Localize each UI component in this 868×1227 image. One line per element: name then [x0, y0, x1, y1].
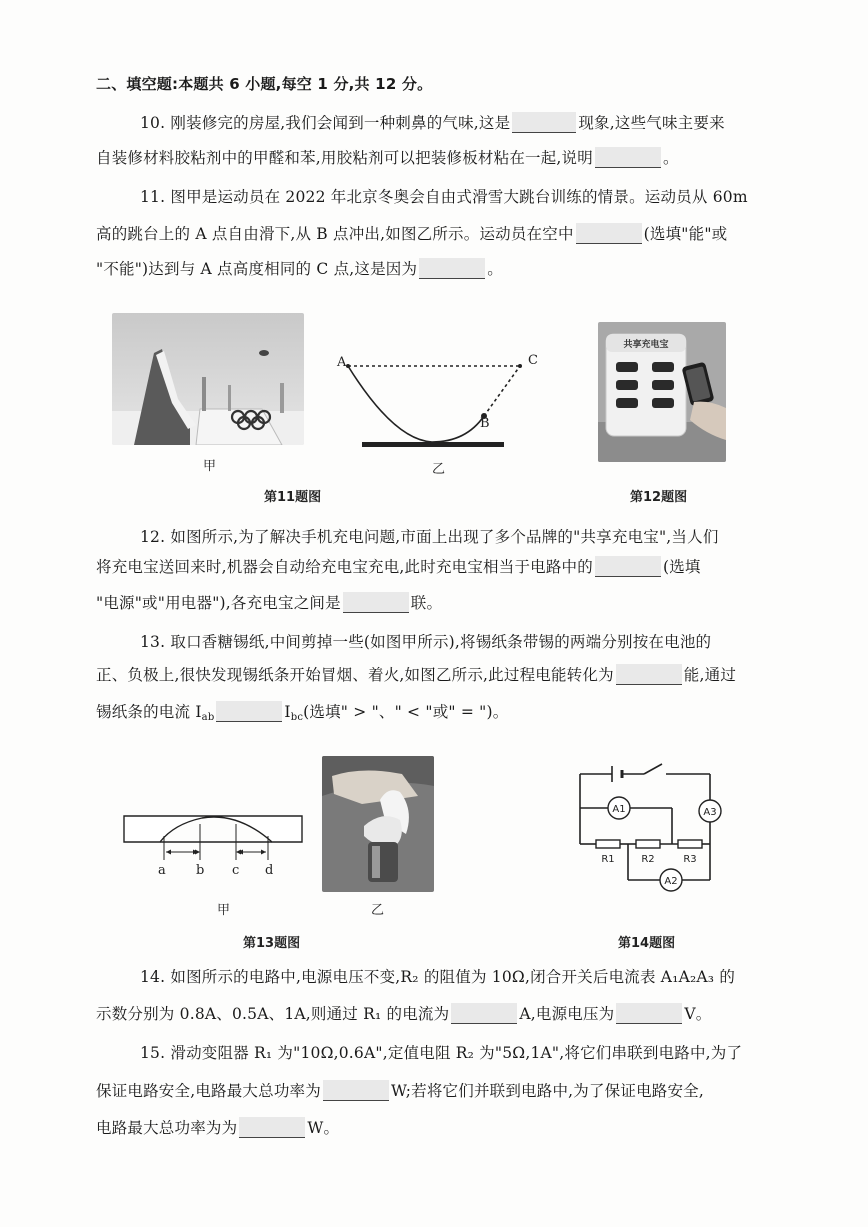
label-c: c: [232, 863, 240, 878]
label-d: d: [265, 863, 274, 878]
q13-line1: 13. 取口香糖锡纸,中间剪掉一些(如图甲所示),将锡纸条带锡的两端分别按在电池的: [140, 633, 712, 651]
resistor-r2: [636, 840, 660, 848]
q15-line1: 15. 滑动变阻器 R₁ 为"10Ω,0.6A",定值电阻 R₂ 为"5Ω,1A",将它们串联到电路中,为了: [140, 1044, 743, 1062]
q14-text: 示数分别为 0.8A、0.5A、1A,则通过 R₁ 的电流为: [96, 1005, 450, 1023]
ammeter-a3-label: A3: [703, 807, 717, 818]
q10-text: 自装修材料胶粘剂中的甲醛和苯,用胶粘剂可以把装修板材粘在一起,说明: [96, 149, 593, 167]
q13-line3: [96, 701, 508, 729]
circuit-diagram: [570, 760, 730, 900]
q12-line1: 12. 如图所示,为了解决手机充电问题,市面上出现了多个品牌的"共享充电宝",当人们: [140, 528, 719, 546]
q15-text: 电路最大总功率为为: [96, 1119, 238, 1137]
resistor-r3-label: R3: [683, 854, 697, 865]
trajectory-diagram: [334, 350, 544, 460]
tin-foil-strip: [124, 816, 302, 842]
ammeter-a1-label: A1: [612, 804, 626, 815]
q14-line1: 14. 如图所示的电路中,电源电压不变,R₂ 的阻值为 10Ω,闭合开关后电流表 A₁A₂A₃ 的: [140, 968, 736, 986]
fig11-label-jia: 甲: [203, 459, 217, 474]
power-bank-photo: [598, 322, 726, 462]
q13-blank-2[interactable]: [216, 701, 282, 722]
q13-text: 能,通过: [683, 666, 737, 684]
q13-sub-bc: bc: [290, 712, 304, 723]
q12-line2: [96, 556, 701, 578]
q15-line3: [96, 1117, 339, 1139]
q10-text: 10. 刚装修完的房屋,我们会闻到一种刺鼻的气味,这是: [140, 114, 511, 132]
q11-text: (选填"能"或: [643, 225, 728, 243]
q10-text: 现象,这些气味主要来: [578, 114, 725, 132]
q10-line2: [96, 147, 679, 169]
label-b: b: [196, 863, 205, 878]
q10-text: 。: [662, 149, 679, 167]
point-c-dot: [518, 364, 522, 368]
q11-text: 。: [487, 260, 503, 278]
fig13-label-jia: 甲: [217, 903, 231, 918]
point-b-label: B: [480, 416, 490, 431]
q15-line2: [96, 1080, 704, 1102]
burning-foil-photo: [322, 756, 434, 892]
q10-line1: [140, 112, 725, 134]
q15-blank-1[interactable]: [323, 1080, 389, 1101]
q11-line2: [96, 223, 727, 245]
q10-blank-2[interactable]: [595, 147, 661, 168]
resistor-r3: [678, 840, 702, 848]
q13-text: I: [284, 703, 291, 721]
q12-line3: [96, 592, 442, 614]
q13-line2: [96, 664, 736, 686]
device-label: 共享充电宝: [623, 340, 669, 350]
q11-text: "不能")达到与 A 点高度相同的 C 点,这是因为: [96, 260, 418, 278]
q11-line3: [96, 258, 503, 280]
q11-text: 高的跳台上的 A 点自由滑下,从 B 点冲出,如图乙所示。运动员在空中: [96, 225, 574, 243]
q15-blank-2[interactable]: [239, 1117, 305, 1138]
ski-jump-photo: [112, 313, 304, 445]
fig13-label-yi: 乙: [371, 903, 385, 918]
q13-text: (选填" > "、" < "或" = ")。: [303, 703, 509, 721]
q15-text: W。: [307, 1119, 340, 1137]
q15-text: W;若将它们并联到电路中,为了保证电路安全,: [390, 1082, 704, 1100]
flight-dashed-path: [484, 366, 520, 416]
q12-blank-1[interactable]: [595, 556, 661, 577]
fig14-caption: 第14题图: [618, 936, 676, 951]
q15-text: 保证电路安全,电路最大总功率为: [96, 1082, 321, 1100]
q14-text: V。: [684, 1005, 712, 1023]
point-c-label: C: [528, 353, 538, 368]
tin-foil-diagram: [118, 808, 308, 878]
resistor-r2-label: R2: [641, 854, 655, 865]
fig11-label-yi: 乙: [432, 462, 446, 477]
slope-curve: [348, 366, 484, 442]
q13-sub-ab: ab: [201, 712, 215, 723]
q13-text: 正、负极上,很快发现锡纸条开始冒烟、着火,如图乙所示,此过程电能转化为: [96, 666, 614, 684]
q11-blank-1[interactable]: [576, 223, 642, 244]
q14-line2: [96, 1003, 711, 1025]
resistor-r1-label: R1: [601, 854, 615, 865]
q13-blank-1[interactable]: [616, 664, 682, 685]
point-a-label: A: [337, 355, 347, 370]
q10-blank-1[interactable]: [512, 112, 576, 133]
q13-text: 锡纸条的电流 I: [96, 703, 202, 721]
q14-text: A,电源电压为: [519, 1005, 615, 1023]
point-a-dot: [346, 364, 350, 368]
q12-text: "电源"或"用电器"),各充电宝之间是: [96, 594, 341, 612]
ground-bar: [362, 442, 504, 447]
q14-blank-2[interactable]: [616, 1003, 682, 1024]
ammeter-a2-label: A2: [664, 876, 678, 887]
q11-blank-2[interactable]: [419, 258, 485, 279]
fig11-caption: 第11题图: [264, 490, 322, 505]
fig12-caption: 第12题图: [630, 490, 688, 505]
label-a: a: [158, 863, 166, 878]
q14-blank-1[interactable]: [451, 1003, 517, 1024]
section-title: 二、填空题:本题共 6 小题,每空 1 分,共 12 分。: [96, 75, 433, 93]
q12-blank-2[interactable]: [343, 592, 409, 613]
q12-text: 将充电宝送回来时,机器会自动给充电宝充电,此时充电宝相当于电路中的: [96, 558, 593, 576]
resistor-r1: [596, 840, 620, 848]
fig13-caption: 第13题图: [243, 936, 301, 951]
q11-line1: 11. 图甲是运动员在 2022 年北京冬奥会自由式滑雪大跳台训练的情景。运动员从 60m: [140, 188, 748, 206]
q12-text: 联。: [410, 594, 443, 612]
q12-text: (选填: [662, 558, 701, 576]
